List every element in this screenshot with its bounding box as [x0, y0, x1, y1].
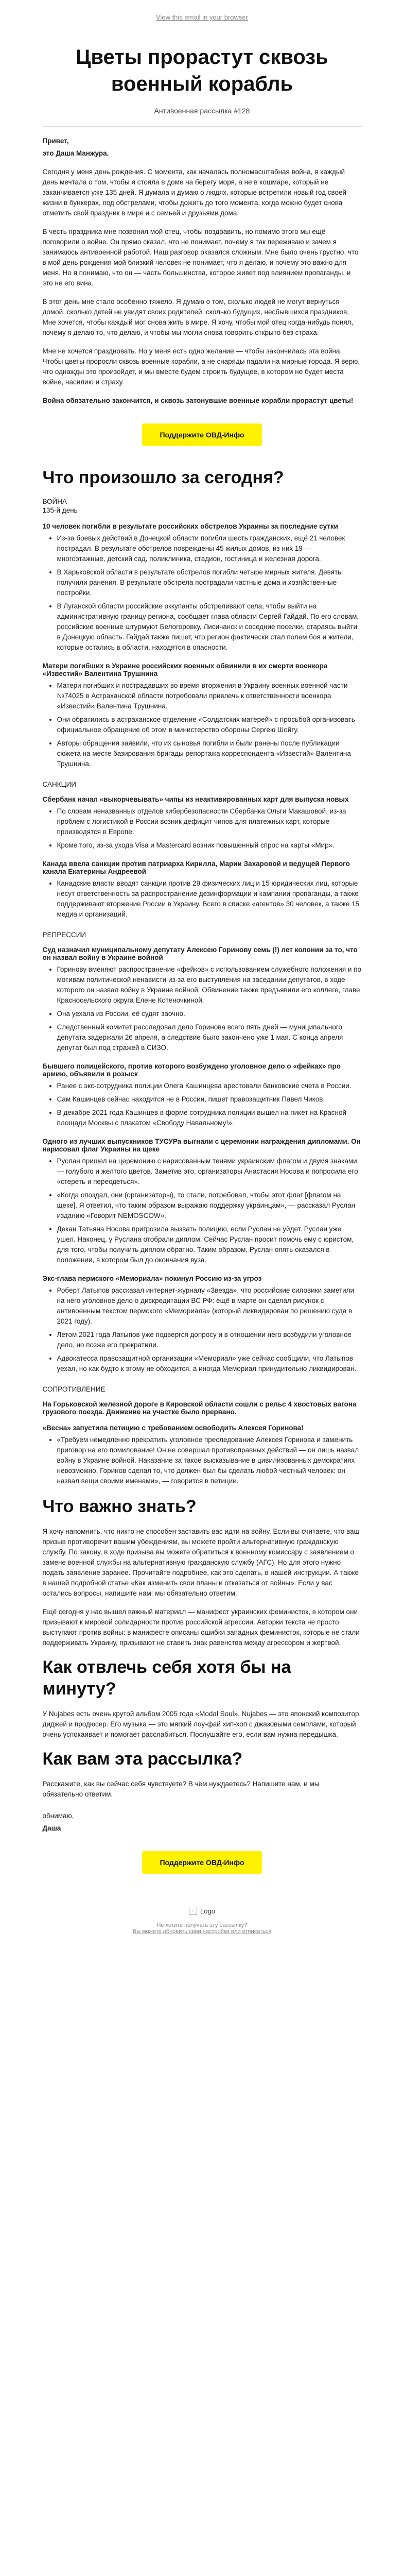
preferences-link[interactable]: Вы можете обновить свои настройки или отписаться: [132, 1928, 272, 1935]
list-item: • Адвокатесса правозащитной организации «Мемориал» уже сейчас сообщили, что Латыпов уехал, но как будто к этому не обходится, а иногда Мемориал принудительно ликвидирован.: [57, 1353, 362, 1374]
repression-4-title: Экс-глава пермского «Мемориала» покинул Россию из-за угроз: [42, 1275, 262, 1282]
casualties-title: 10 человек погибли в результате российских обстрелов Украины за последние сутки: [42, 522, 338, 530]
donate-button-bottom[interactable]: Поддержите ОВД-Инфо: [142, 1851, 261, 1874]
important-paragraph-1: Я хочу напомнить, что никто не способен заставить вас идти на войну. Если вы считаете, что ваш призыв противоречит вашим убеждениям, вы можете пройти альтернативную гражданскую службу. По закону, в ходе призыва вы можете обратиться к военному комиссару с заявлением о замене военной службы на альтернативную гражданскую службу (АГС). Но для этого нужно подать заявление заранее. Прочитайте подробнее, как это сделать, в нашей инструкции. А также в нашей подробной статье «Как изменить свои планы и отказаться от войны». Если у вас остались вопросы, напишите нам: мы обязательно ответим.: [42, 1528, 360, 1597]
sanction-2-list: [43, 878, 362, 920]
intro-paragraph-3: В этот день мне стало особенно тяжело. Я думаю о том, сколько людей не могут вернуться домой, сколько детей не увидят своих родителей, сколько будущих, несбывшихся праздников. Мне хочется, чтобы каждый мог снова жить в мире. Я хочу, чтобы мой отец когда-нибудь понял, почему я делаю то, что делаю, и чтобы мы могли снова говорить открыто без страха.: [42, 298, 354, 336]
distract-heading: Как отвлечь себя хотя бы на минуту?: [42, 1657, 291, 1699]
list-item: • Они обратились в астраханское отделение «Солдатских матерей» с просьбой организовать официальное обращение об этом в министерство обороны Сергею Шойгу.: [57, 715, 362, 735]
casualties-list: [43, 533, 362, 653]
email-body: [43, 44, 362, 1874]
repression-1-title: Суд назначил муниципальному депутату Алексею Горинову семь (!) лет колонии за то, что он назвал войну в Украине войной: [42, 946, 358, 961]
list-item: • В Харьковской области в результате обстрелов погибли четыре мирных жителя. Девять получили ранения. В результате обстрела пострадали частные дома и хозяйственные постройки.: [57, 567, 362, 598]
repression-3-title: Одного из лучших выпускников ТУСУРа выгнали с церемонии награждения дипломами. Он нарисовал флаг Украины на щеке: [42, 1138, 361, 1153]
footer: [0, 1894, 404, 1950]
important-heading: Что важно знать?: [42, 1497, 197, 1516]
list-item: • Матери погибших и пострадавших во время вторжения в Украину военных военной части №74025 в Астраханской области потребовали привлечь к ответственности военкора «Известий» Валентина Трушнина.: [57, 681, 362, 711]
sanctions-label: САНКЦИИ: [42, 781, 76, 788]
view-in-browser-link[interactable]: View this email in your browser: [156, 13, 248, 21]
list-item: • Ранее с экс-сотрудника полиции Олега Кашинцева арестовали банковские счета в России.: [57, 1081, 362, 1091]
mothers-title: Матери погибших в Украине российских военных обвинили в их смерти военкора «Известий» Валентина Трушнина: [42, 662, 328, 677]
signature-name: Даша: [42, 1824, 61, 1832]
logo-alt-text: Logo: [200, 1907, 215, 1915]
resistance-label: СОПРОТИВЛЕНИЕ: [42, 1385, 106, 1393]
list-item: • Роберт Латыпов рассказал интернет-журналу «Звезда», что российские силовики заметили на него уголовное дело о дискредитации ВС РФ: ещё в марте он сделал рисунок с антивоенным текстом пермского «Мемориала» (который ликвидирован по решению суда в 2021 году).: [57, 1285, 362, 1327]
list-item: • Летом 2021 года Латыпов уже подвергся допросу и в отношении него возбудили уголовное дело, но позже его прекратили.: [57, 1330, 362, 1350]
sanction-1-list: [43, 806, 362, 851]
list-item: • Из-за боевых действий в Донецкой области погибли шесть гражданских, ещё 21 человек пострадал. В результате обстрелов повреждены 45 жилых домов, из них 19 — многоэтажные, детский сад, поликлиника, стадион, гостиница и железная дорога.: [57, 533, 362, 564]
intro-paragraph-4: Мне не хочется праздновать. Но у меня есть одно желание — чтобы закончилась эта война. Чтобы цветы проросли сквозь военные корабли, а не снаряды падали на мирные города. Я верю, что однажды это произойдет, и мы вместе будем строить будущее, в котором не будет места войне, насилию и страху.: [42, 347, 360, 386]
issue-label: Антивоенная рассылка #128: [154, 107, 250, 115]
resistance-2-list: [43, 1435, 362, 1486]
browser-link-bar: [0, 0, 404, 35]
sanction-2-title: Канада ввела санкции против патриарха Кирилла, Марии Захаровой и ведущей Первого канала Екатерины Андреевой: [42, 860, 350, 875]
resistance-1-title: На Горьковской железной дороге в Кировской области сошли с рельс 4 хвостовых вагона грузового поезда. Движение на участке было прервано.: [42, 1400, 357, 1416]
unsubscribe-question: Не хотите получать эту рассылку?: [156, 1922, 248, 1928]
footer-logo: [189, 1907, 215, 1915]
repression-label: РЕПРЕССИИ: [42, 931, 86, 939]
repression-3-list: [43, 1156, 362, 1265]
signature: [43, 1811, 362, 1834]
intro-paragraph-2: В честь праздника мне позвонил мой отец, чтобы поздравить, но помимо этого мы ещё поговорили о войне. Он прямо сказал, что не понимает, почему я так переживаю и зачем я занимаюсь антивоенной работой. Наш разговор оказался сложным. Мне было очень грустно, что в мой день рождения мой близкий человек не понимает, что я делаю, и почему это важно для меня. Но я понимаю, что он — часть большинства, которое живет под влиянием пропаганды, и это не его вина.: [42, 228, 359, 287]
day-counter: 135-й день: [42, 506, 78, 514]
list-item: • Кроме того, из-за ухода Visa и Mastercard возник повышенный спрос на карты «Мир».: [57, 840, 362, 851]
list-item: • «Требуем немедленно прекратить уголовное преследование Алексея Горинова и заменить приговор на его помилование! Он не совершал противоправных действий — он лишь назвал войну в Украине войной. Наказание за такое высказывание в цивилизованных демократиях невозможно. Горинов сделал то, что должен был бы сделать любой честный человек: он назвал вещи своими именами», — говорится в петиции.: [57, 1435, 362, 1486]
repression-2-list: [43, 1081, 362, 1128]
intro-closing: Война обязательно закончится, и сквозь затонувшие военные корабли прорастут цветы!: [42, 397, 354, 404]
cta-row: [43, 423, 362, 446]
repression-2-title: Бывшего полицейского, против которого возбуждено уголовное дело о «фейках» про армию, объявили в розыск: [42, 1062, 341, 1078]
important-paragraph-2: Ещё сегодня у нас вышел важный материал — манифест украинских феминисток, в котором они призывают к мировой солидарности против российской агрессии. Авторки текста не просто выступают против войны: в манифесте описаны ошибки западных феминисток, которые не стали поддерживать Украину, призывают не ставить знак равенства между агрессором и жертвой.: [42, 1608, 360, 1647]
repression-4-list: [43, 1285, 362, 1374]
list-item: • В Луганской области российские оккупанты обстреливают села, чтобы выйти на административную границу региона, сообщает глава области Сергей Гайдай. По его словам, российские военные штурмуют Белогоровку, Лисичанск и соседние поселки, стараясь выйти в Донецкую область. Гайдай также пишет, что регион фактически стал полем боя и жители, которые остались в области, находятся в опасности.: [57, 601, 362, 653]
war-label: ВОЙНА: [42, 498, 67, 505]
list-item: • Канадские власти вводят санкции против 29 физических лиц и 15 юридических лиц, которые несут ответственность за распространение дезинформации и кампании пропаганды, а также поддерживают вторжение России в Украину. Всего в списке «агентов» 30 человек, а также 15 медиа и организаций.: [57, 878, 362, 920]
list-item: • Она уехала из России, её судят заочно.: [57, 1009, 362, 1019]
resistance-2-title: «Весна» запустила петицию с требованием освободить Алексея Горинова!: [42, 1424, 304, 1432]
sanction-1-title: Сбербанк начал «выкорчевывать» чипы из неактивированных карт для выпуска новых: [42, 795, 349, 803]
author-line: это Даша Манжура.: [42, 149, 109, 157]
list-item: • Авторы обращения заявили, что их сыновья погибли и были ранены после публикации сюжета на месте базирования бригады репортажа корреспондента «Известий» Валентина Трушнина.: [57, 738, 362, 769]
list-item: • По словам неназванных отделов кибербезопасности Сбербанка Ольги Макашовой, из-за проблем с логистикой в России возник дефицит чипов для платежных карт, которые производятся в Европе.: [57, 806, 362, 837]
today-heading: Что произошло за сегодня?: [42, 468, 284, 487]
cta-row-bottom: [43, 1851, 362, 1874]
list-item: • «Когда опоздал, они (организаторы), то стали, потребовал, чтобы этот флаг [флагом на щеке]. Я ответил, что таким образом выражаю поддержку украинцам», — рассказал Руслан изданию «Говорит NEMOSCOW».: [57, 1190, 362, 1221]
list-item: • Декан Татьяна Носова пригрозила вызвать полицию, если Руслан не уйдет. Руслан уже ушел. Наконец, у Руслана отобрали диплом. Сейчас Руслан просит помочь ему с юристом, для того, чтобы получить диплом обратно. Таким образом, Руслан опять оказался в положении, в котором был до окончания вуза.: [57, 1224, 362, 1265]
feedback-paragraph: Расскажите, как вы сейчас себя чувствуете? В чём нуждаетесь? Напишите нам, и мы обязательно ответим.: [42, 1780, 320, 1798]
mothers-list: [43, 681, 362, 769]
repression-1-list: [43, 964, 362, 1053]
list-item: • Следственный комитет расследовал дело Горинова всего пять дней — муниципального депутата задержали 26 апреля, а следствие было закончено уже 1 мая. С конца апреля депутат был под стражей в СИЗО.: [57, 1022, 362, 1053]
list-item: • Руслан пришел на церемонию с нарисованным тенями украинским флагом и двумя знаками — голубого и желтого цветов. Заметив это, организаторы Анастасия Носова и попросила его «стереть и переодеться».: [57, 1156, 362, 1187]
list-item: • Сам Кашинцев сейчас находится не в России, пишет правозащитник Павел Чиков.: [57, 1094, 362, 1105]
list-item: • Горинову вменяют распространение «фейков» с использованием служебного положения и по мотивам политической ненависти из-за его выступления на заседании депутатов, в ходе которого он назвал войну в Украине войной. Обвинение также предъявили его коллеге, главе Красносельского округа Елене Котеночкиной.: [57, 964, 362, 1006]
list-item: • В декабре 2021 года Кашинцев в форме сотрудника полиции вышел на пикет на Красной площади Москвы с плакатом «Свободу Навальному!».: [57, 1108, 362, 1128]
signature-hug: обнимаю,: [42, 1812, 74, 1820]
divider: [43, 126, 362, 127]
intro-paragraph-1: Сегодня у меня день рождения. С момента, как началась полномасштабная война, я каждый день мечтала о том, чтобы я стояла в доме на берегу моря, а не в кошмаре, который не заканчивается уже 135 дней. Я думала и думаю о людях, которые встретили новый год своей жизни в бункерах, под обстрелами, чтобы дожить до того момента, когда можно будет снова отметить свой праздник в мире и с семьей и друзьями дома.: [42, 168, 347, 217]
email-title: Цветы прорастут сквозь военный корабль: [76, 46, 328, 95]
greeting: Привет,: [42, 137, 69, 145]
donate-button[interactable]: Поддержите ОВД-Инфо: [142, 423, 261, 446]
feedback-heading: Как вам эта рассылка?: [42, 1749, 243, 1769]
image-icon: ▫: [189, 1907, 197, 1915]
distract-paragraph: У Nujabes есть очень крутой альбом 2005 года «Modal Soul». Nujabes — это японский композитор, диджей и продюсер. Его музыка — это мягкий лоу-фай хип-хоп с джазовыми семплами, который очень успокаивает и помогает расслабиться. Послушайте его, если вам нужна передышка.: [42, 1710, 361, 1738]
